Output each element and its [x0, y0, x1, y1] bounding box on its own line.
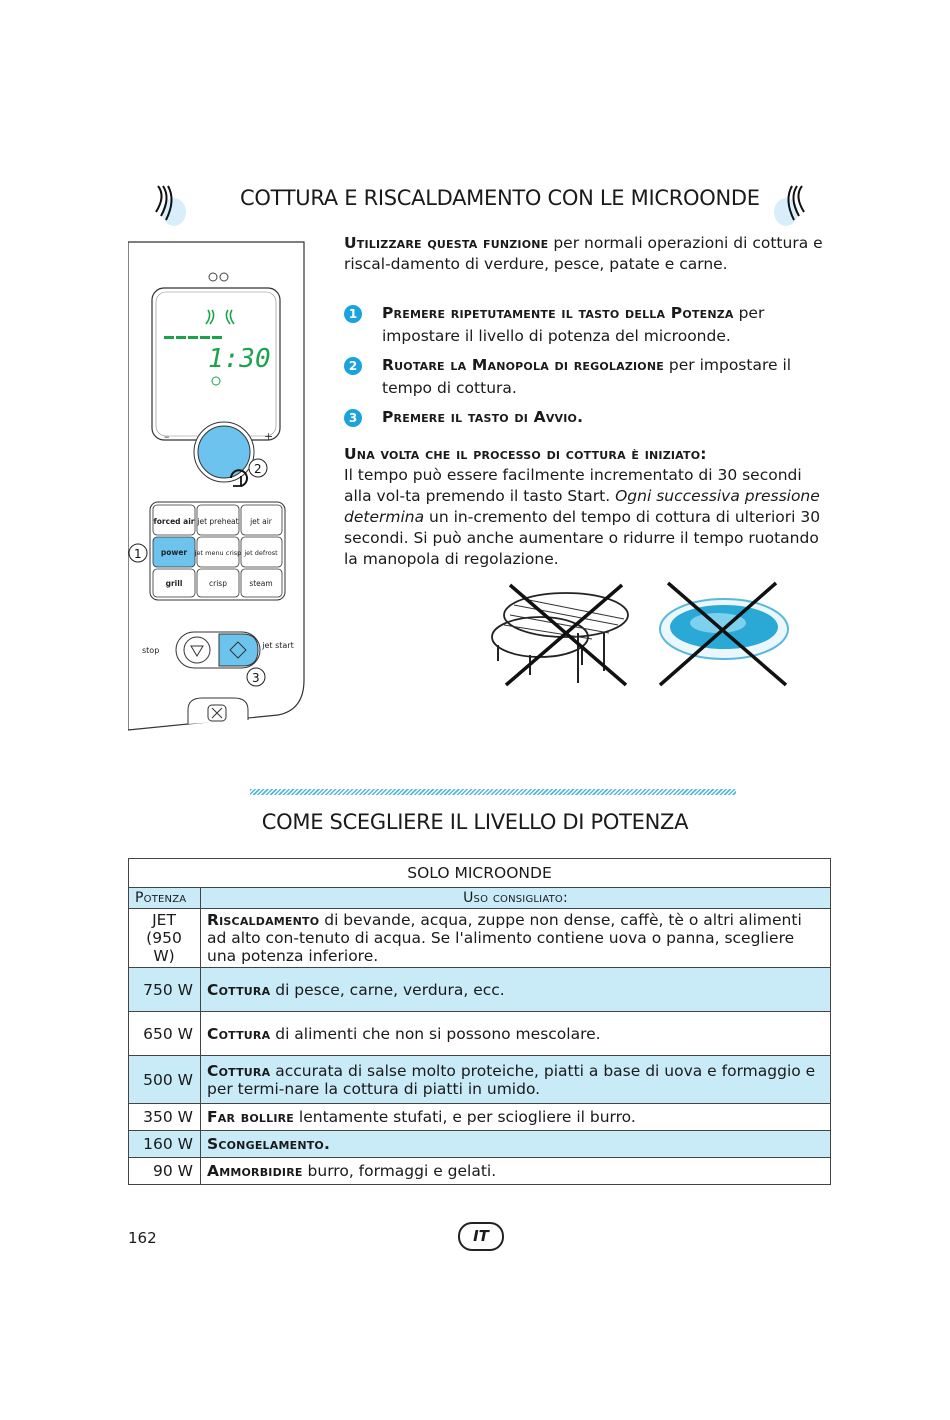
- button-forced-air-label: forced air: [153, 517, 195, 526]
- table-row: [129, 1158, 831, 1185]
- control-panel-illustration: [128, 240, 308, 735]
- step-2-rest: per impostare il tempo di cottura.: [382, 356, 792, 397]
- section-title-microwave-cooking: COTTURA E RISCALDAMENTO CON LE MICROONDE: [240, 186, 760, 210]
- stop-button[interactable]: [184, 637, 210, 663]
- use-text: lentamente stufati, e per sciogliere il burro.: [294, 1108, 636, 1126]
- callout-3: 3: [252, 671, 260, 685]
- table-caption: SOLO MICROONDE: [129, 859, 831, 888]
- use-lead: Cottura: [207, 1024, 271, 1043]
- once-text-2: un in-cremento del tempo di cottura di ulteriori 30 secondi. Si può anche aumentare o ridurre il tempo ruotando la manopola di regolazione.: [344, 508, 821, 568]
- use-lead: Riscaldamento: [207, 911, 320, 929]
- step-2: [344, 354, 832, 400]
- power-level-bars: [164, 336, 222, 339]
- use-lead: Ammorbidire: [207, 1162, 303, 1180]
- use-text: di alimenti che non si possono mescolare.: [270, 1024, 601, 1043]
- step-1: [344, 302, 832, 348]
- button-jet-air-label: jet air: [250, 517, 272, 526]
- button-jet-preheat-label: jet preheat: [197, 517, 239, 526]
- button-grill-label: grill: [165, 579, 183, 588]
- grill-rack-crossed-icon: [492, 585, 628, 685]
- panel-plus: +: [264, 430, 274, 443]
- table-row: [129, 1104, 831, 1131]
- forbidden-accessories-illustration: [474, 575, 794, 690]
- table-row: [129, 1131, 831, 1158]
- column-header-use: Uso consigliato:: [201, 888, 831, 909]
- use-text: di pesce, carne, verdura, ecc.: [270, 980, 505, 999]
- section-divider: [250, 789, 736, 795]
- step-1-rest: per impostare il livello di potenza del microonde.: [382, 304, 765, 345]
- use-text: di bevande, acqua, zuppe non dense, caffè, tè o altri alimenti ad alto con-tenuto di acqua. Se l'alimento contiene uova o panna, scegliere una potenza inferiore.: [207, 911, 802, 965]
- button-jet-menu-crisp-label: jet menu crisp: [194, 549, 242, 557]
- start-button[interactable]: [219, 634, 258, 666]
- once-text-1: Il tempo può essere facilmente incrementato di 30 secondi alla vol-ta premendo il tasto Start.: [344, 466, 802, 505]
- power-value-sub: (950 W): [146, 929, 182, 965]
- power-level-table: [128, 858, 831, 1185]
- power-value: 350 W: [129, 1104, 201, 1131]
- use-lead: Scongelamento.: [207, 1135, 331, 1153]
- step-1-lead: Premere ripetutamente il tasto della Potenza: [382, 304, 734, 322]
- callout-2: 2: [254, 462, 262, 476]
- stop-label: stop: [142, 646, 160, 655]
- use-text: accurata di salse molto proteiche, piatti a base di uova e formaggio e per termi-nare la cottura di piatti in umido.: [207, 1061, 816, 1098]
- intro-paragraph: [344, 233, 832, 275]
- display-time: 1:30: [208, 344, 271, 374]
- section-title-power-level: COME SCEGLIERE IL LIVELLO DI POTENZA: [261, 810, 689, 834]
- step-1-number: 1: [344, 305, 362, 323]
- step-2-number: 2: [344, 357, 362, 375]
- use-lead: Cottura: [207, 980, 271, 999]
- once-started-paragraph: [344, 444, 832, 570]
- step-3: [344, 406, 832, 429]
- start-label: jet start: [262, 641, 294, 650]
- page-number: 162: [128, 1229, 157, 1247]
- panel-minus: –: [164, 430, 170, 443]
- language-badge: IT: [458, 1222, 504, 1251]
- use-lead: Cottura: [207, 1061, 271, 1080]
- use-lead: Far bollire: [207, 1108, 294, 1126]
- step-2-lead: Ruotare la Manopola di regolazione: [382, 356, 664, 374]
- power-value: 160 W: [129, 1131, 201, 1158]
- callout-1: 1: [134, 547, 142, 561]
- microwave-wave-icon-right: [772, 182, 812, 228]
- once-heading: Una volta che il processo di cottura è iniziato:: [344, 445, 707, 463]
- column-header-power: Potenza: [129, 888, 201, 909]
- power-value: 650 W: [129, 1012, 201, 1056]
- crisp-plate-crossed-icon: [660, 583, 788, 685]
- step-3-lead: Premere il tasto di Avvio.: [382, 408, 584, 426]
- table-row: [129, 1012, 831, 1056]
- button-jet-defrost-label: jet defrost: [244, 549, 278, 557]
- intro-lead: Utilizzare questa funzione: [344, 234, 549, 252]
- power-value: 500 W: [129, 1056, 201, 1104]
- power-value: 750 W: [129, 968, 201, 1012]
- table-row: [129, 968, 831, 1012]
- button-steam-label: steam: [249, 579, 273, 588]
- button-power-label: power: [160, 548, 188, 557]
- microwave-wave-icon-left: [148, 182, 188, 228]
- power-value: 90 W: [129, 1158, 201, 1185]
- once-text-italic: Ogni successiva pressione determina: [344, 487, 820, 526]
- use-text: burro, formaggi e gelati.: [302, 1162, 497, 1180]
- power-value: JET: [152, 911, 176, 929]
- table-row: [129, 1056, 831, 1104]
- button-crisp-label: crisp: [209, 579, 227, 588]
- table-row: [129, 909, 831, 968]
- intro-rest: per normali operazioni di cottura e riscal-damento di verdure, pesce, patate e carne.: [344, 234, 823, 273]
- step-3-number: 3: [344, 409, 362, 427]
